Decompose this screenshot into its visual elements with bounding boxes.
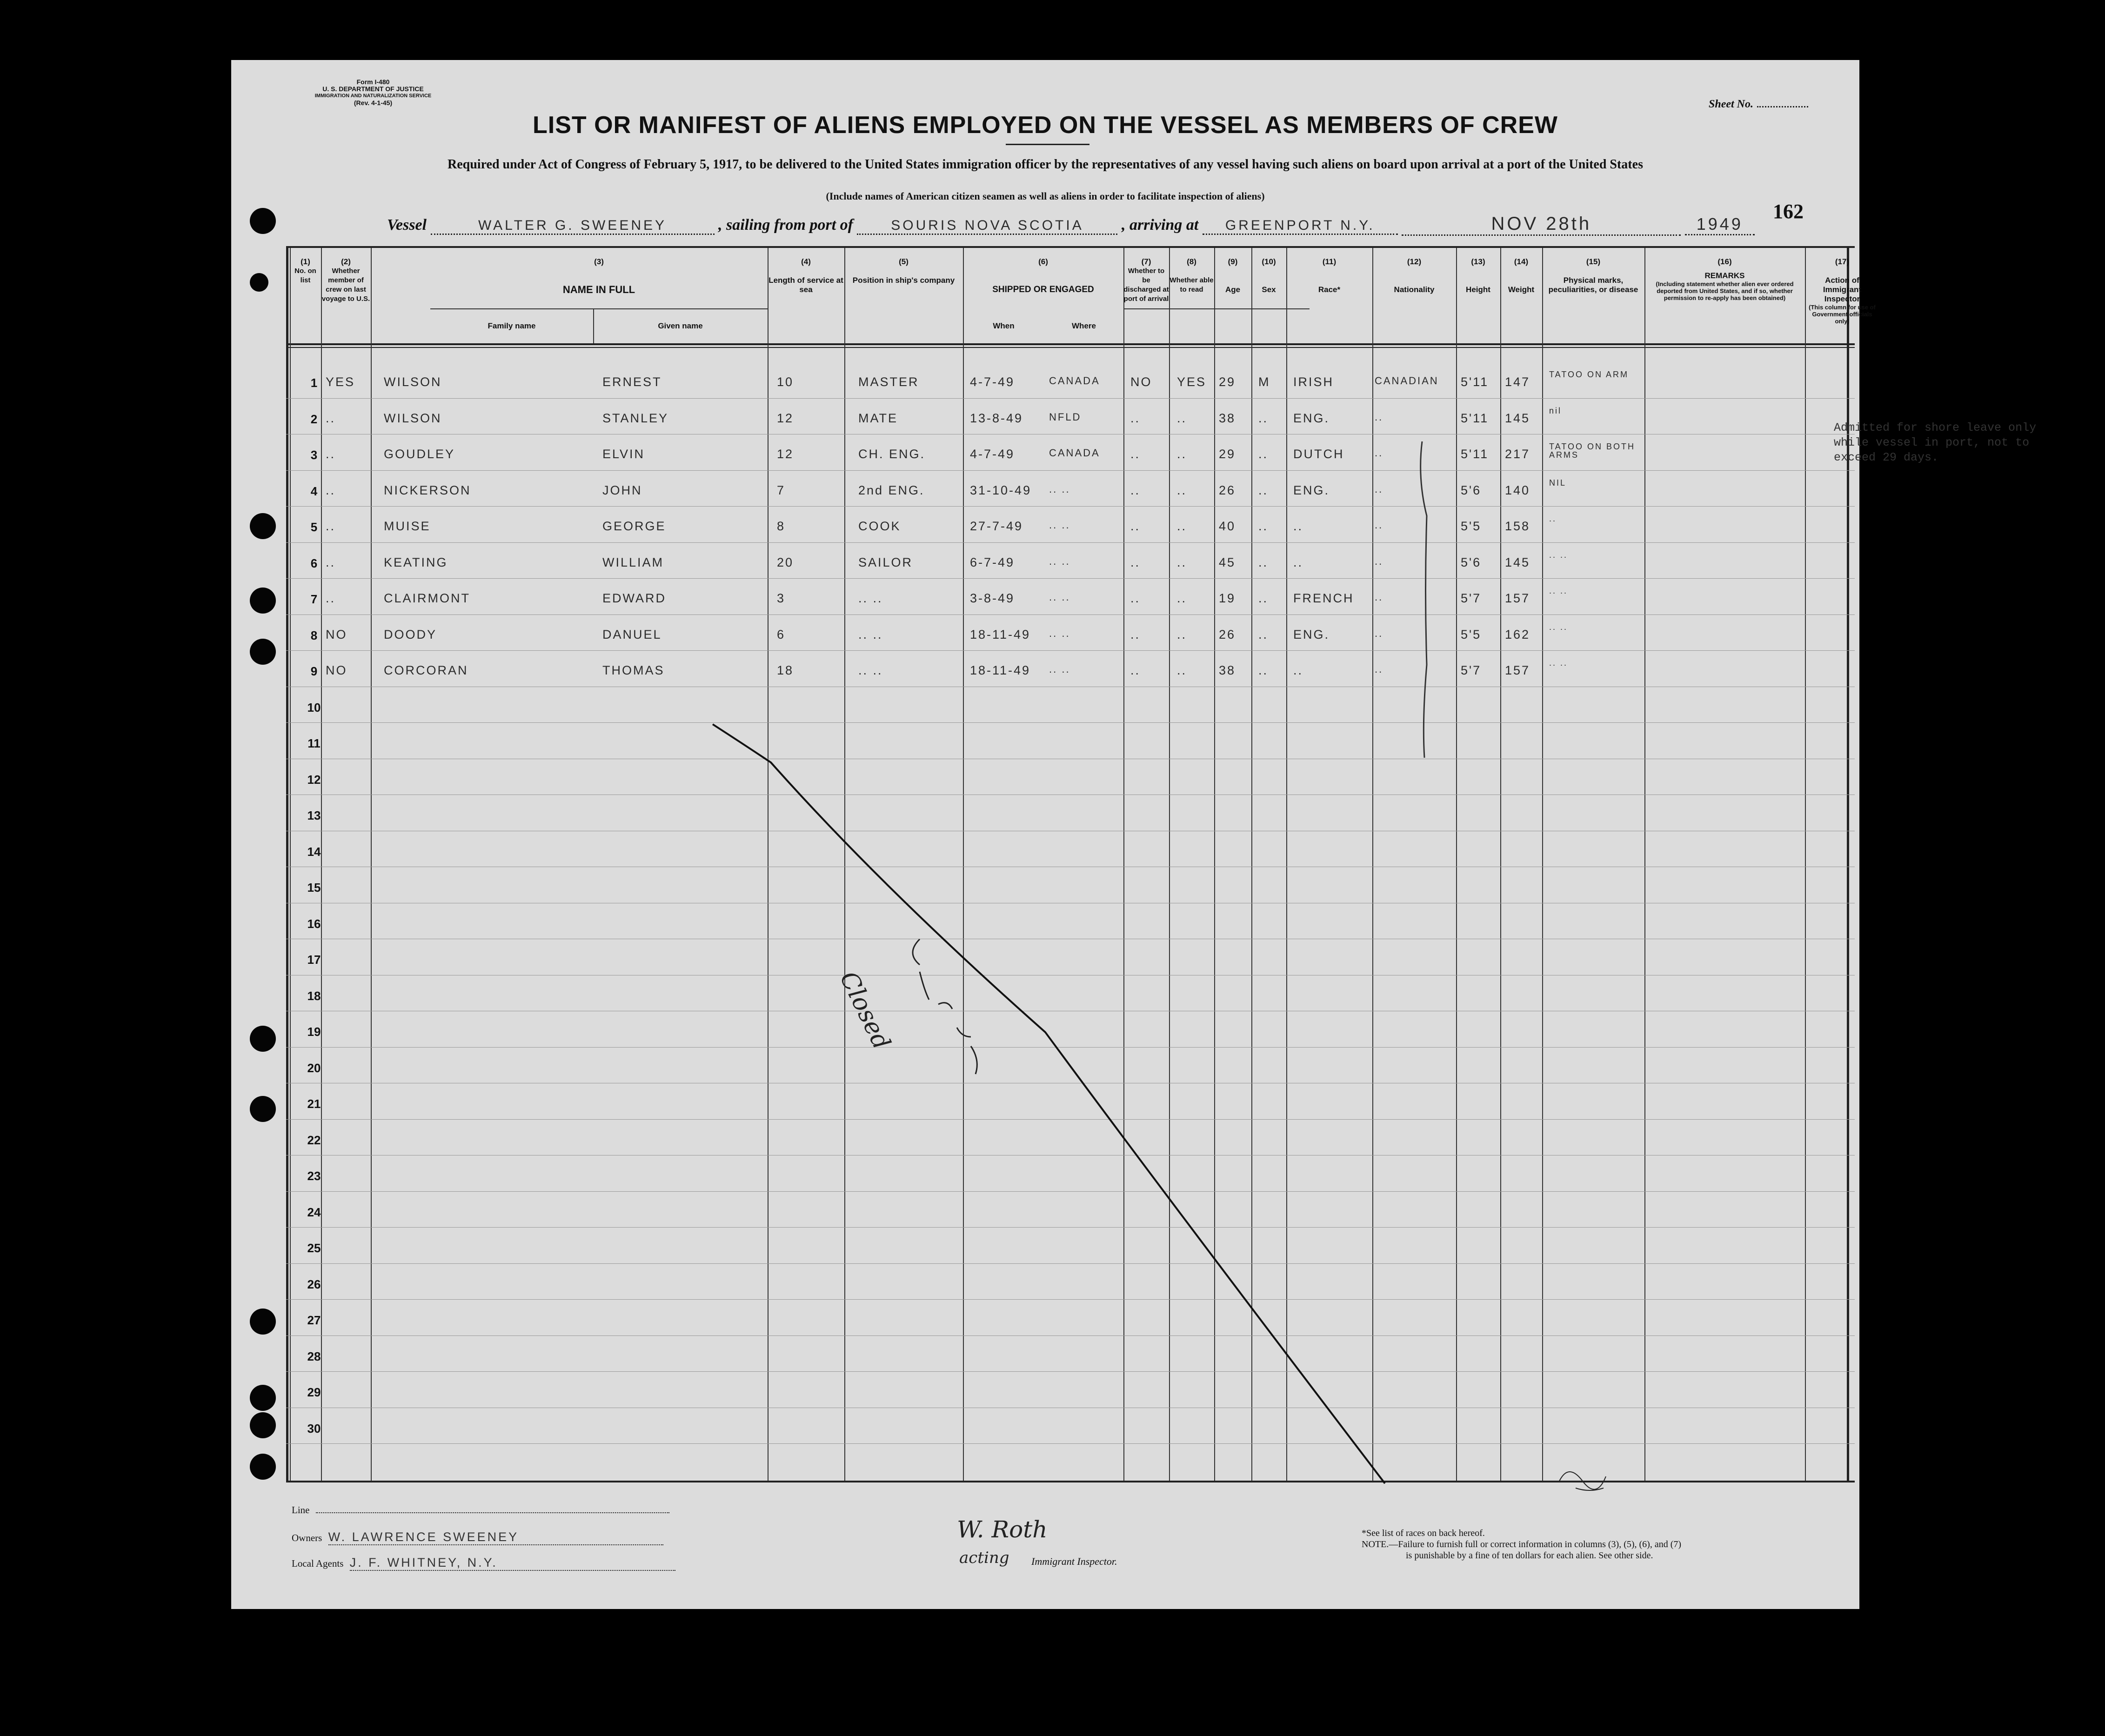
cell-family-name: CLAIRMONT — [384, 591, 471, 605]
cell-sex: .. — [1258, 483, 1269, 497]
cell-when: 3-8-49 — [970, 591, 1015, 605]
row-number: 19 — [307, 1025, 321, 1039]
cell-where: .. .. — [1049, 663, 1070, 675]
header-col15: (15) Physical marks, peculiarities, or disease — [1548, 257, 1638, 294]
cell-race: .. — [1293, 663, 1303, 677]
cell-where: .. .. — [1049, 519, 1070, 531]
cell-when: 13-8-49 — [970, 411, 1023, 425]
cell-discharged: .. — [1130, 591, 1141, 605]
cell-length: 20 — [777, 555, 794, 569]
row-number: 1 — [310, 376, 318, 390]
cell-where: .. .. — [1049, 555, 1070, 567]
row-number: 28 — [307, 1349, 321, 1363]
cell-family-name: NICKERSON — [384, 483, 471, 497]
row-number: 8 — [310, 628, 318, 642]
cell-last-voyage: NO — [326, 627, 347, 641]
cell-position: COOK — [858, 519, 901, 533]
sailing-label: , sailing from port of — [718, 216, 853, 234]
row-number: 6 — [310, 556, 318, 570]
cell-when: 31-10-49 — [970, 483, 1032, 497]
acting-handwriting — [1559, 1472, 1606, 1490]
cell-weight: 145 — [1505, 555, 1530, 569]
cell-when: 18-11-49 — [970, 663, 1031, 677]
cell-family-name: CORCORAN — [384, 663, 468, 677]
row-number: 16 — [307, 916, 321, 931]
cell-weight: 147 — [1505, 375, 1530, 389]
cell-read: .. — [1177, 627, 1187, 641]
header-col9: (9) Age — [1225, 257, 1241, 294]
cell-read: .. — [1177, 591, 1187, 605]
cell-where: CANADA — [1049, 447, 1100, 459]
cell-age: 45 — [1219, 555, 1236, 569]
row-number: 22 — [307, 1133, 321, 1147]
cell-age: 29 — [1219, 447, 1236, 461]
row-number: 3 — [310, 448, 318, 462]
cell-height: 5'11 — [1461, 375, 1489, 389]
cell-read: YES — [1177, 375, 1207, 389]
arriving-port: GREENPORT N.Y. — [1203, 218, 1398, 235]
header-col16: (16) REMARKS (Including statement whether alien ever ordered deported from United States, and if so, whether permission to re-apply has been obtained) — [1644, 257, 1805, 301]
header-col17-text: (17) Action of Immigrant Inspector (This column for use of Government officials only) — [1784, 257, 1900, 325]
cell-height: 5'5 — [1461, 519, 1482, 533]
department: U. S. DEPARTMENT OF JUSTICE — [322, 85, 424, 93]
cell-where: CANADA — [1049, 375, 1100, 387]
vessel-name: WALTER G. SWEENEY — [431, 218, 715, 235]
cell-read: .. — [1177, 663, 1187, 677]
cell-age: 40 — [1219, 519, 1236, 533]
cell-nationality: .. — [1375, 411, 1383, 423]
cell-age: 38 — [1219, 411, 1236, 425]
line-field — [292, 1504, 669, 1516]
cell-marks: .. .. — [1549, 622, 1568, 632]
line-value — [316, 1512, 669, 1513]
cell-sex: .. — [1258, 447, 1269, 461]
cell-race: IRISH — [1293, 375, 1334, 389]
cell-last-voyage: .. — [326, 483, 336, 497]
cell-height: 5'11 — [1461, 447, 1489, 461]
cell-discharged: .. — [1130, 411, 1141, 425]
vessel-label: Vessel — [387, 216, 427, 234]
cell-given-name: EDWARD — [602, 591, 666, 605]
note-fine: is punishable by a fine of ten dollars for each alien. See other side. — [1406, 1550, 1653, 1561]
form-number: Form I-480 — [356, 78, 390, 86]
cell-when: 4-7-49 — [970, 447, 1015, 461]
row-number: 29 — [307, 1385, 321, 1399]
cell-read: .. — [1177, 483, 1187, 497]
cell-read: .. — [1177, 519, 1187, 533]
cell-discharged: NO — [1130, 375, 1152, 389]
cell-marks: NIL — [1549, 478, 1567, 487]
inspector-label: Immigrant Inspector. — [1031, 1556, 1117, 1567]
cell-family-name: DOODY — [384, 627, 437, 641]
cell-nationality: CANADIAN — [1375, 375, 1439, 387]
cell-family-name: KEATING — [384, 555, 448, 569]
cell-position: CH. ENG. — [858, 447, 926, 461]
cell-length: 6 — [777, 627, 786, 641]
revision: (Rev. 4-1-45) — [354, 99, 393, 107]
arrival-date: NOV 28th — [1402, 214, 1681, 236]
cell-last-voyage: .. — [326, 591, 336, 605]
cell-nationality: .. — [1375, 663, 1383, 675]
owners-value: W. LAWRENCE SWEENEY — [328, 1530, 663, 1545]
closed-annotation: Closed — [834, 967, 896, 1054]
remarks-instructions: (Including statement whether alien ever ordered deported from United States, and if so, whether permission to re-apply has been obtained) — [1656, 280, 1794, 301]
page-title: LIST OR MANIFEST OF ALIENS EMPLOYED ON THE VESSEL AS MEMBERS OF CREW — [533, 112, 1558, 139]
cell-when: 6-7-49 — [970, 555, 1015, 569]
row-number: 21 — [307, 1097, 321, 1111]
cell-weight: 158 — [1505, 519, 1530, 533]
cell-given-name: WILLIAM — [602, 555, 664, 569]
cell-given-name: ELVIN — [602, 447, 645, 461]
row-number: 5 — [310, 520, 318, 534]
closed-strike-mark — [231, 60, 1859, 1609]
note-failure: NOTE.—Failure to furnish full or correct information in columns (3), (5), (6), and (7) — [1362, 1539, 1682, 1549]
cell-discharged: .. — [1130, 483, 1141, 497]
cell-position: .. .. — [858, 627, 883, 641]
header-col1: (1) No. on list — [294, 257, 316, 284]
cell-weight: 157 — [1505, 663, 1530, 677]
row-number: 13 — [307, 808, 321, 822]
cell-weight: 140 — [1505, 483, 1530, 497]
cell-weight: 145 — [1505, 411, 1530, 425]
sailing-port: SOURIS NOVA SCOTIA — [857, 218, 1117, 235]
header-when: When — [993, 321, 1015, 330]
arriving-label: , arriving at — [1121, 216, 1199, 234]
row-number: 2 — [310, 412, 318, 426]
cell-nationality: .. — [1375, 447, 1383, 459]
row-number: 20 — [307, 1061, 321, 1075]
cell-race: FRENCH — [1293, 591, 1354, 605]
cell-position: .. .. — [858, 663, 883, 677]
cell-read: .. — [1177, 411, 1187, 425]
cell-where: .. .. — [1049, 591, 1070, 603]
cell-sex: .. — [1258, 591, 1269, 605]
remarks-typed: Admitted for shore leave only while vessel in port, not to exceed 29 days. — [1834, 421, 2037, 464]
cell-age: 26 — [1219, 627, 1236, 641]
agents-value: J. F. WHITNEY, N.Y. — [350, 1556, 675, 1571]
cell-nationality: .. — [1375, 483, 1383, 495]
row-number: 14 — [307, 844, 321, 859]
cell-length: 7 — [777, 483, 786, 497]
arrival-year: 1949 — [1685, 214, 1755, 235]
row-number: 10 — [307, 700, 321, 714]
row-number: 18 — [307, 988, 321, 1003]
cell-read: .. — [1177, 555, 1187, 569]
cell-sex: .. — [1258, 519, 1269, 533]
cell-position: SAILOR — [858, 555, 913, 569]
cell-sex: .. — [1258, 663, 1269, 677]
acting-label: acting — [959, 1549, 1009, 1567]
cell-sex: .. — [1258, 411, 1269, 425]
cell-race: .. — [1293, 519, 1303, 533]
cell-marks: .. .. — [1549, 658, 1568, 668]
cell-length: 3 — [777, 591, 786, 605]
cell-sex: M — [1258, 375, 1270, 389]
cell-nationality: .. — [1375, 591, 1383, 603]
row-number: 24 — [307, 1205, 321, 1219]
cell-given-name: JOHN — [602, 483, 642, 497]
cell-length: 10 — [777, 375, 794, 389]
cell-given-name: GEORGE — [602, 519, 666, 533]
cell-weight: 162 — [1505, 627, 1530, 641]
manifest-sheet — [231, 60, 2037, 1609]
header-family-name: Family name — [488, 321, 536, 330]
cell-age: 26 — [1219, 483, 1236, 497]
cell-race: ENG. — [1293, 483, 1330, 497]
cell-age: 29 — [1219, 375, 1236, 389]
cell-position: MATE — [858, 411, 898, 425]
cell-nationality: .. — [1375, 627, 1383, 639]
cell-read: .. — [1177, 447, 1187, 461]
header-col12: (12) Nationality — [1394, 257, 1435, 294]
cell-marks: .. .. — [1549, 586, 1568, 595]
closed-handwriting — [913, 939, 977, 1074]
cell-race: ENG. — [1293, 411, 1330, 425]
cell-race: .. — [1293, 555, 1303, 569]
header-col14: (14) Weight — [1508, 257, 1535, 294]
note-races: *See list of races on back hereof. — [1362, 1528, 1485, 1538]
owners-label: Owners — [292, 1532, 322, 1543]
cell-last-voyage: NO — [326, 663, 347, 677]
cell-last-voyage: .. — [326, 519, 336, 533]
cell-nationality: .. — [1375, 555, 1383, 567]
header-col3: (3) NAME IN FULL — [562, 257, 635, 295]
subnote: (Include names of American citizen seamen as well as aliens in order to facilitate inspection of aliens) — [826, 190, 1265, 202]
header-col13: (13) Height — [1466, 257, 1490, 294]
cell-marks: TATOO ON ARM — [1549, 370, 1629, 379]
cell-when: 27-7-49 — [970, 519, 1023, 533]
row-number: 7 — [310, 592, 318, 606]
cell-marks: .. .. — [1549, 550, 1568, 560]
row-number: 12 — [307, 772, 321, 787]
cell-height: 5'7 — [1461, 663, 1482, 677]
cell-last-voyage: YES — [326, 375, 355, 389]
agents-field — [292, 1556, 675, 1571]
cell-length: 18 — [777, 663, 794, 677]
cell-height: 5'5 — [1461, 627, 1482, 641]
cell-last-voyage: .. — [326, 555, 336, 569]
diagonal-strike-line — [713, 724, 1385, 1483]
cell-where: .. .. — [1049, 483, 1070, 495]
cell-length: 12 — [777, 447, 794, 461]
owners-field — [292, 1530, 663, 1545]
cell-sex: .. — [1258, 555, 1269, 569]
sheet-label: Sheet No. — [1709, 98, 1753, 110]
cell-height: 5'6 — [1461, 483, 1482, 497]
cell-length: 8 — [777, 519, 786, 533]
cell-race: ENG. — [1293, 627, 1330, 641]
header-col10: (10) Sex — [1262, 257, 1276, 294]
cell-given-name: DANUEL — [602, 627, 662, 641]
cell-sex: .. — [1258, 627, 1269, 641]
cell-race: DUTCH — [1293, 447, 1344, 461]
cell-last-voyage: .. — [326, 447, 336, 461]
cell-discharged: .. — [1130, 447, 1141, 461]
header-where: Where — [1072, 321, 1096, 330]
cell-last-voyage: .. — [326, 411, 336, 425]
cell-position: .. .. — [858, 591, 883, 605]
row-number: 25 — [307, 1241, 321, 1255]
cell-given-name: ERNEST — [602, 375, 662, 389]
row-number: 9 — [310, 664, 318, 678]
header-col4: (4) Length of service at sea — [768, 257, 843, 294]
cell-position: 2nd ENG. — [858, 483, 925, 497]
subtitle: Required under Act of Congress of February 5, 1917, to be delivered to the United States immigration officer by the representatives of any vessel having such aliens on board upon arrival at a port of the United States — [448, 157, 1643, 172]
row-number: 11 — [307, 736, 321, 750]
cell-family-name: WILSON — [384, 375, 442, 389]
page-number: 162 — [1773, 200, 1804, 223]
header-col11: (11) Race* — [1318, 257, 1341, 294]
cell-age: 38 — [1219, 663, 1236, 677]
cell-age: 19 — [1219, 591, 1236, 605]
cell-when: 18-11-49 — [970, 627, 1031, 641]
header-col8: (8) Whether able to read — [1169, 257, 1214, 294]
header-col6: (6) SHIPPED OR ENGAGED — [992, 257, 1094, 294]
row-number: 30 — [307, 1421, 321, 1436]
cell-family-name: WILSON — [384, 411, 442, 425]
cell-given-name: THOMAS — [602, 663, 665, 677]
cell-height: 5'11 — [1461, 411, 1489, 425]
header-col2: (2) Whether member of crew on last voyage to U.S. — [321, 257, 370, 303]
row-number: 17 — [307, 953, 321, 967]
service: IMMIGRATION AND NATURALIZATION SERVICE — [314, 93, 432, 99]
cell-height: 5'6 — [1461, 555, 1482, 569]
cell-position: MASTER — [858, 375, 919, 389]
cell-weight: 157 — [1505, 591, 1530, 605]
cell-where: .. .. — [1049, 627, 1070, 639]
cell-discharged: .. — [1130, 663, 1141, 677]
cell-weight: 217 — [1505, 447, 1530, 461]
header-given-name: Given name — [658, 321, 703, 330]
inspector-instructions: (This column for use of Government officials only) — [1809, 304, 1876, 325]
row-number: 4 — [310, 484, 318, 498]
agents-label: Local Agents — [292, 1558, 344, 1569]
cell-marks: nil — [1549, 406, 1562, 415]
header-col7: (7) Whether to be discharged at port of arrival — [1123, 257, 1169, 303]
header-col5: (5) Position in ship's company — [852, 257, 955, 285]
row-number: 26 — [307, 1277, 321, 1291]
footer-notes — [1362, 1528, 1780, 1561]
cell-length: 12 — [777, 411, 794, 425]
cell-discharged: .. — [1130, 627, 1141, 641]
cell-marks: TATOO ON BOTH ARMS — [1549, 442, 1636, 460]
remarks-bracket — [1421, 441, 1427, 758]
cell-marks: .. — [1549, 514, 1557, 523]
row-number: 15 — [307, 881, 321, 895]
cell-height: 5'7 — [1461, 591, 1482, 605]
inspector-signature: W. Roth — [957, 1516, 1048, 1543]
cell-discharged: .. — [1130, 555, 1141, 569]
cell-given-name: STANLEY — [602, 411, 669, 425]
cell-when: 4-7-49 — [970, 375, 1015, 389]
cell-nationality: .. — [1375, 519, 1383, 531]
cell-family-name: MUISE — [384, 519, 431, 533]
line-label: Line — [292, 1504, 310, 1516]
row-number: 23 — [307, 1169, 321, 1183]
cell-family-name: GOUDLEY — [384, 447, 455, 461]
row-number: 27 — [307, 1313, 321, 1327]
cell-where: NFLD — [1049, 411, 1082, 423]
cell-discharged: .. — [1130, 519, 1141, 533]
